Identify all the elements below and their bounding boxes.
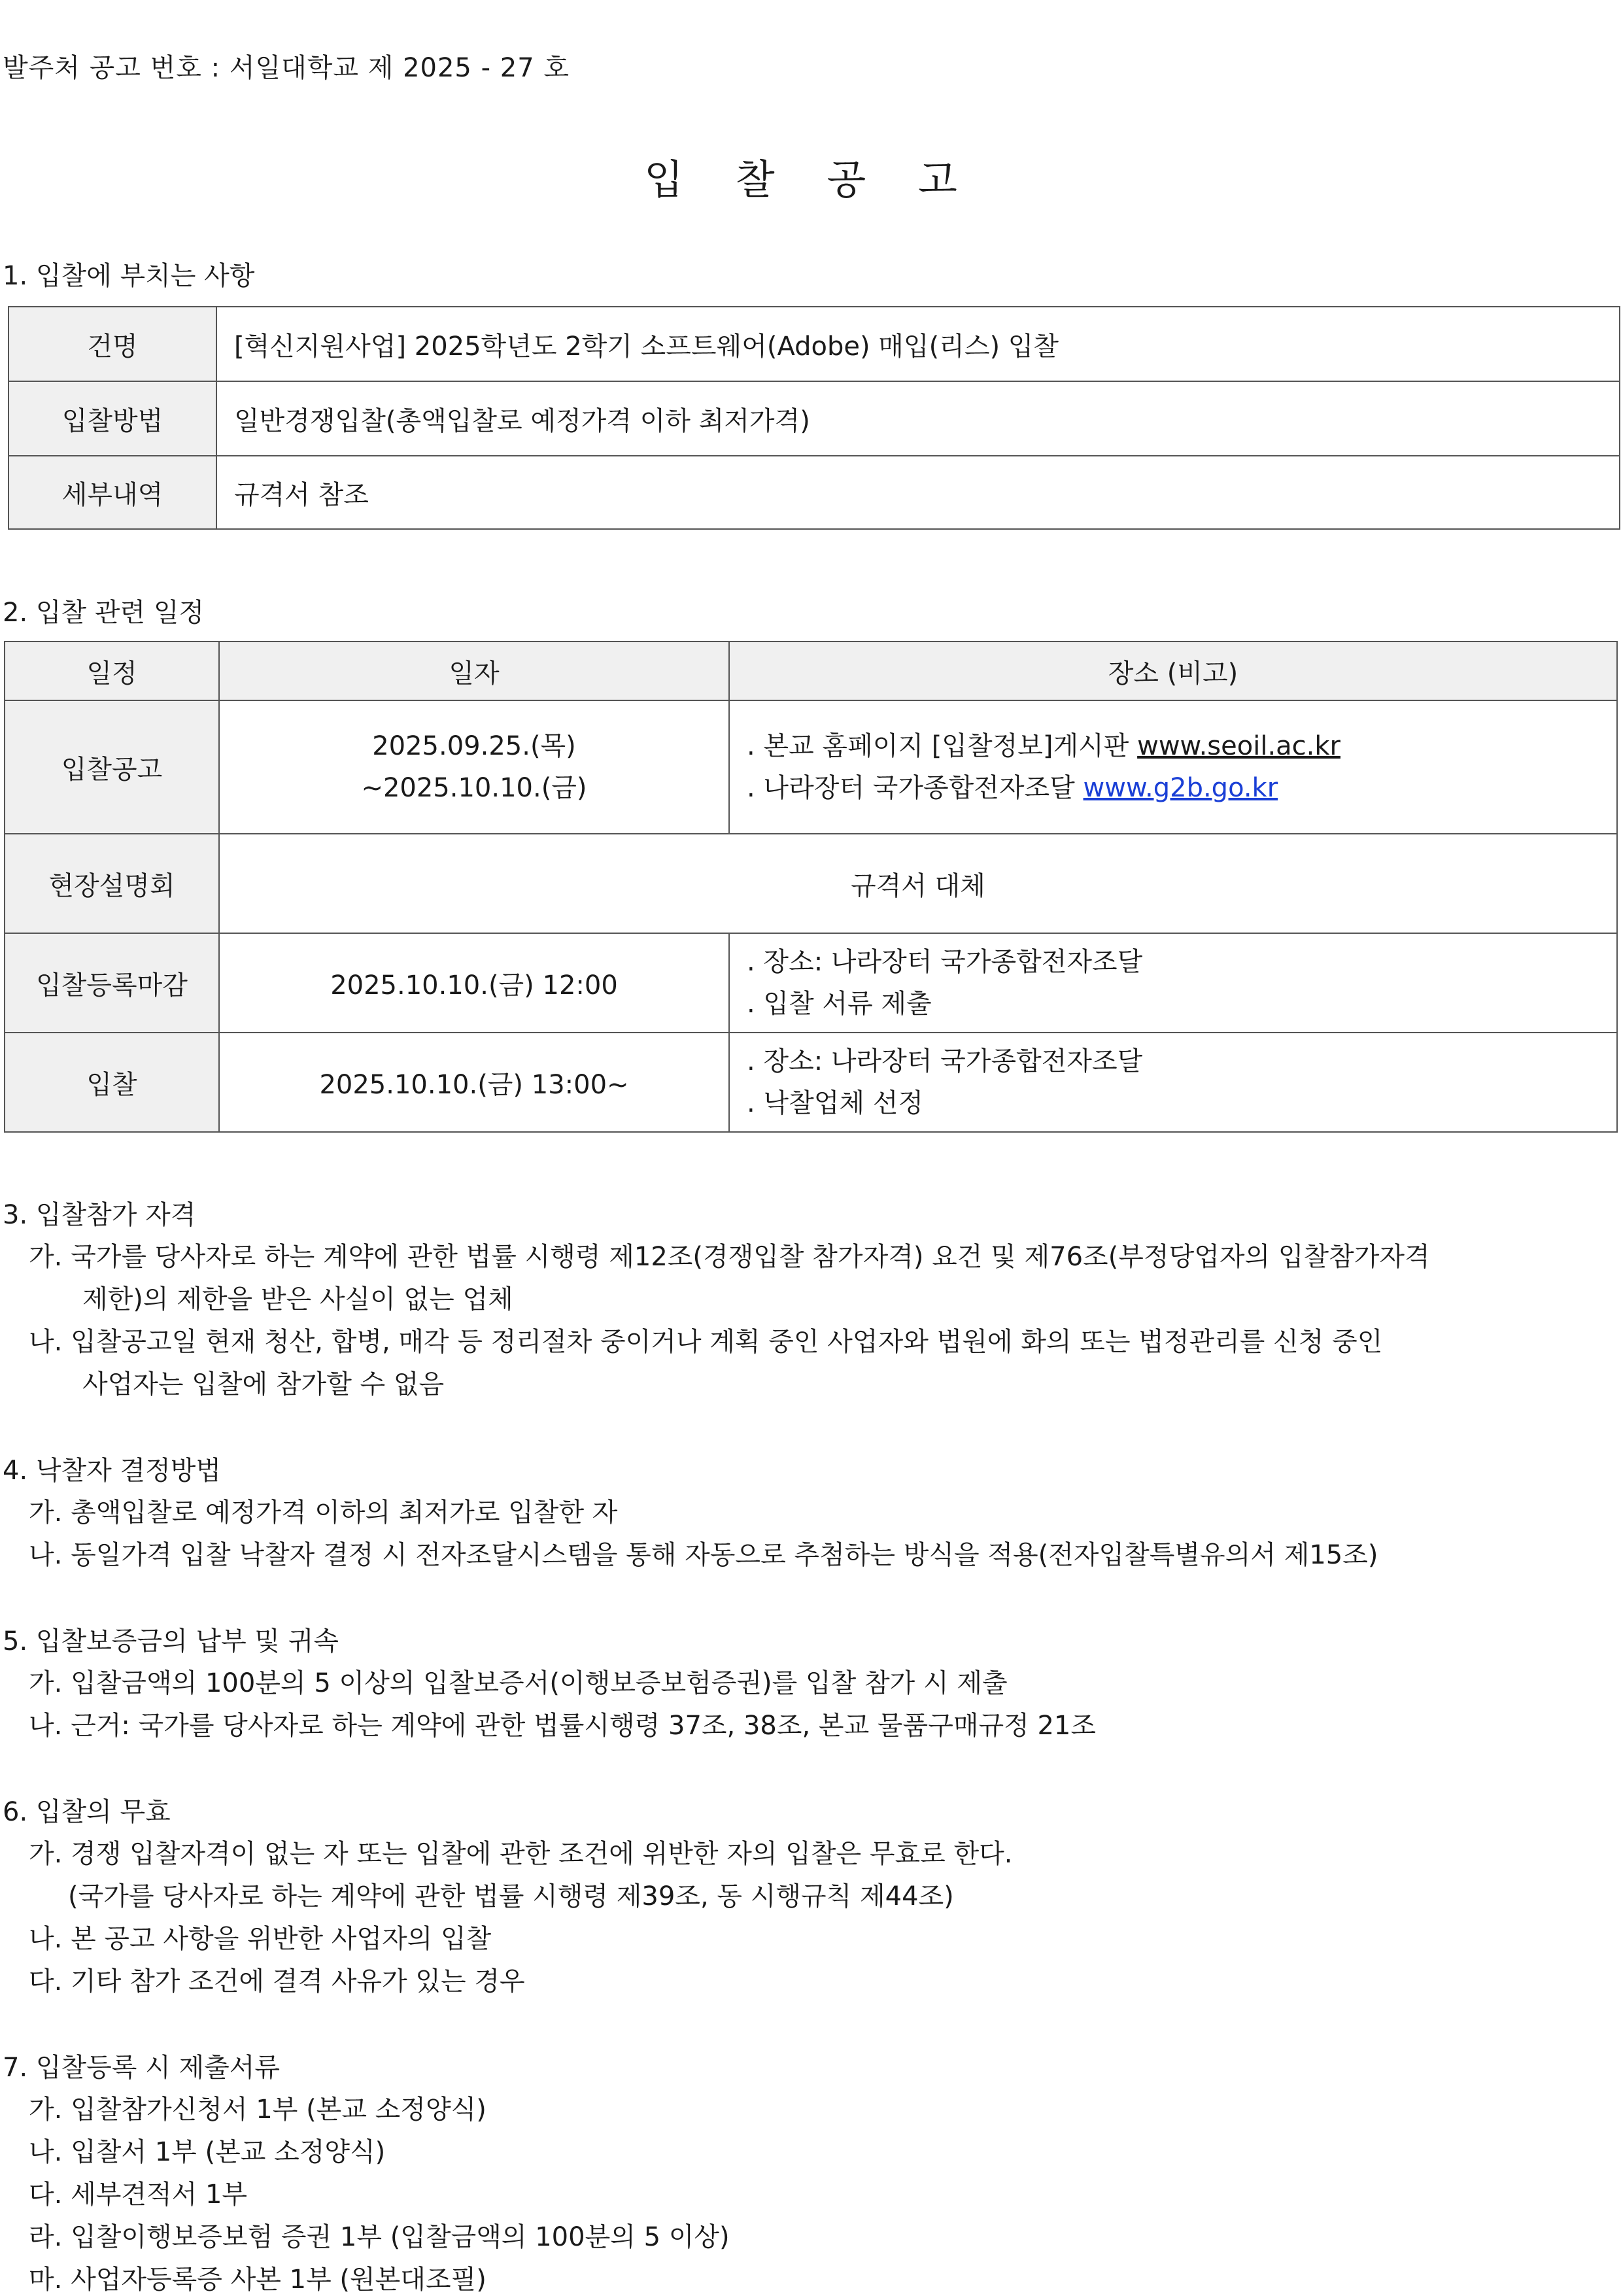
list-item: 나. 근거: 국가를 당사자로 하는 계약에 관한 법률시행령 37조, 38조, 본교 물품구매규정 21조 xyxy=(29,1711,1097,1741)
date-cell xyxy=(219,700,729,834)
notice-number: 발주처 공고 번호 : 서일대학교 제 2025 - 27 호 xyxy=(3,53,570,83)
header-date: 일자 xyxy=(219,642,729,700)
section-5-heading: 5. 입찰보증금의 납부 및 귀속 xyxy=(3,1626,339,1656)
row-value: [혁신지원사업] 2025학년도 2학기 소프트웨어(Adobe) 매입(리스) 입찰 xyxy=(216,307,1620,381)
list-item: 가. 입찰금액의 100분의 5 이상의 입찰보증서(이행보증보험증권)를 입찰 참가 시 제출 xyxy=(29,1668,1008,1698)
row-value: 일반경쟁입찰(총액입찰로 예정가격 이하 최저가격) xyxy=(216,381,1620,456)
section-7-heading: 7. 입찰등록 시 제출서류 xyxy=(3,2053,281,2083)
table-row xyxy=(5,700,1617,834)
list-item: 가. 입찰참가신청서 1부 (본교 소정양식) xyxy=(29,2095,486,2125)
list-item: 마. 사업자등록증 사본 1부 (원본대조필) xyxy=(29,2265,486,2295)
seoil-link[interactable]: www.seoil.ac.kr xyxy=(1137,731,1340,761)
table-row xyxy=(5,1033,1617,1132)
section-6-heading: 6. 입찰의 무효 xyxy=(3,1797,171,1827)
place-text: . 본교 홈페이지 [입찰정보]게시판 xyxy=(747,731,1138,761)
place-text: . 나라장터 국가종합전자조달 xyxy=(747,773,1084,803)
table-row xyxy=(9,456,1620,529)
schedule-label: 현장설명회 xyxy=(5,834,219,933)
place-cell xyxy=(729,700,1617,834)
section-1-heading: 1. 입찰에 부치는 사항 xyxy=(3,261,255,291)
header-schedule: 일정 xyxy=(5,642,219,700)
section-2-heading: 2. 입찰 관련 일정 xyxy=(3,598,205,628)
list-item: 사업자는 입찰에 참가할 수 없음 xyxy=(82,1369,445,1399)
schedule-label: 입찰공고 xyxy=(5,700,219,834)
schedule-table xyxy=(4,641,1618,1133)
list-item: 제한)의 제한을 받은 사실이 없는 업체 xyxy=(82,1284,513,1314)
table-header-row xyxy=(5,642,1617,700)
row-value: 규격서 참조 xyxy=(216,456,1620,529)
table-row xyxy=(5,834,1617,933)
place-line xyxy=(747,767,1599,809)
list-item: (국가를 당사자로 하는 계약에 관한 법률 시행령 제39조, 동 시행규칙 제44조) xyxy=(68,1881,954,1911)
header-place: 장소 (비고) xyxy=(729,642,1617,700)
table-row xyxy=(9,381,1620,456)
list-item: 나. 본 공고 사항을 위반한 사업자의 입찰 xyxy=(29,1924,492,1954)
row-label: 건명 xyxy=(9,307,216,381)
place-cell xyxy=(729,933,1617,1033)
list-item: 나. 입찰공고일 현재 청산, 합병, 매각 등 정리절차 중이거나 계획 중인 사업자와 법원에 화의 또는 법정관리를 신청 중인 xyxy=(29,1327,1383,1357)
place-line: . 낙찰업체 선정 xyxy=(747,1088,923,1118)
date-line: ~2025.10.10.(금) xyxy=(361,773,587,803)
merged-cell: 규격서 대체 xyxy=(219,834,1617,933)
table-row xyxy=(5,933,1617,1033)
date-line: 2025.09.25.(목) xyxy=(372,731,576,761)
bid-item-table xyxy=(8,306,1620,530)
place-line: . 입찰 서류 제출 xyxy=(747,989,932,1019)
g2b-link[interactable]: www.g2b.go.kr xyxy=(1083,773,1278,803)
list-item: 다. 기타 참가 조건에 결격 사유가 있는 경우 xyxy=(29,1966,525,1996)
list-item: 가. 국가를 당사자로 하는 계약에 관한 법률 시행령 제12조(경쟁입찰 참가자격) 요건 및 제76조(부정당업자의 입찰참가자격 xyxy=(29,1242,1430,1272)
page-title: 입 찰 공 고 xyxy=(644,156,977,203)
schedule-label: 입찰 xyxy=(5,1033,219,1132)
place-line: . 장소: 나라장터 국가종합전자조달 xyxy=(747,947,1143,977)
section-4-heading: 4. 낙찰자 결정방법 xyxy=(3,1456,222,1486)
place-line xyxy=(747,725,1599,767)
date-cell: 2025.10.10.(금) 12:00 xyxy=(219,933,729,1033)
table-row xyxy=(9,307,1620,381)
place-cell xyxy=(729,1033,1617,1132)
list-item: 나. 동일가격 입찰 낙찰자 결정 시 전자조달시스템을 통해 자동으로 추첨하는 방식을 적용(전자입찰특별유의서 제15조) xyxy=(29,1540,1378,1570)
date-cell: 2025.10.10.(금) 13:00~ xyxy=(219,1033,729,1132)
list-item: 가. 총액입찰로 예정가격 이하의 최저가로 입찰한 자 xyxy=(29,1498,618,1528)
schedule-label: 입찰등록마감 xyxy=(5,933,219,1033)
row-label: 입찰방법 xyxy=(9,381,216,456)
row-label: 세부내역 xyxy=(9,456,216,529)
list-item: 가. 경쟁 입찰자격이 없는 자 또는 입찰에 관한 조건에 위반한 자의 입찰은 무효로 한다. xyxy=(29,1839,1013,1869)
place-line: . 장소: 나라장터 국가종합전자조달 xyxy=(747,1046,1143,1076)
list-item: 나. 입찰서 1부 (본교 소정양식) xyxy=(29,2137,386,2167)
list-item: 다. 세부견적서 1부 xyxy=(29,2180,248,2210)
section-3-heading: 3. 입찰참가 자격 xyxy=(3,1200,196,1230)
list-item: 라. 입찰이행보증보험 증권 1부 (입찰금액의 100분의 5 이상) xyxy=(29,2222,730,2252)
